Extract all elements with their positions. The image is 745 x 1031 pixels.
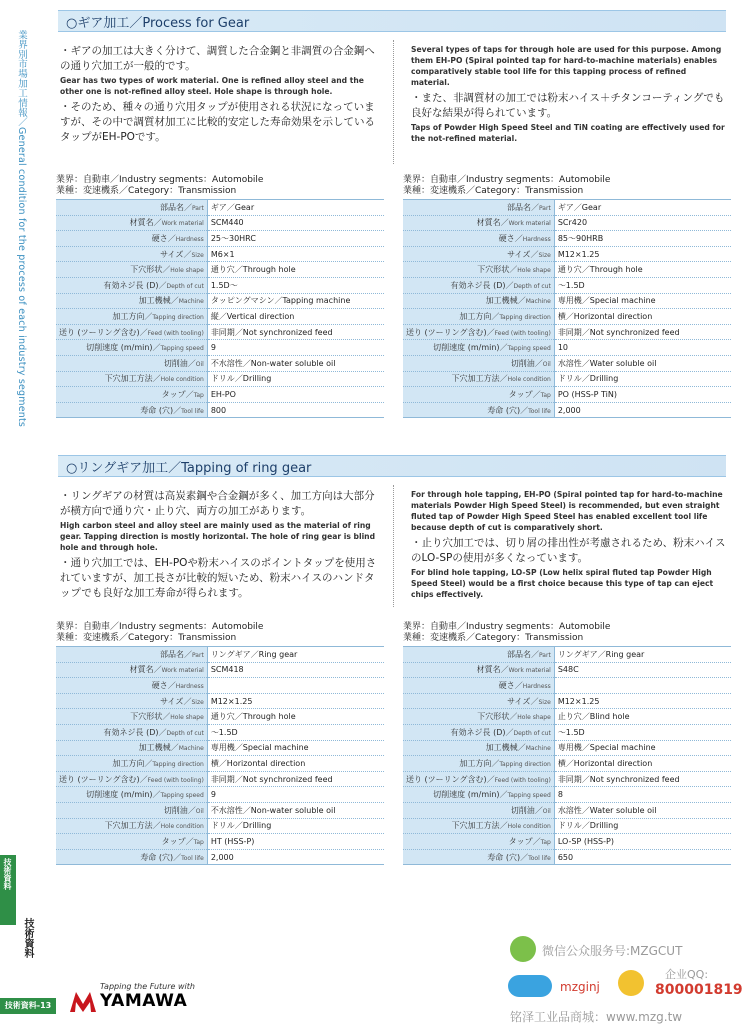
spec-value: 止り穴／Blind hole [554,709,731,725]
spec-value: 2,000 [207,849,384,865]
spec-row [403,693,731,709]
spec-label: 部品名／Part [403,200,554,216]
spec-value: 専用機／Special machine [554,740,731,756]
section-gear-left-text: ・ギアの加工は大きく分けて、調質した合金鋼と非調質の合金鋼への通り穴加工が一般的です。 Gear has two types of work material. One is refined alloy steel and the other one is not-refined alloy steel. Hole shape is through hole. ・そのため、種々の通り穴用タップが使用される状況になっていますが、その中で調質材加工に比較的安定した寿命効果を示しているタップがEH-POです。 [60,45,375,143]
spec-label: 硬さ／Hardness [403,231,554,247]
spec-label: 切削速度 (m/min)／Tapping speed [56,340,207,356]
spec-row [56,387,384,403]
spec-row [56,277,384,293]
spec-value: SCM418 [207,662,384,678]
spec-row [403,293,731,309]
spec-value: 85～90HRB [554,231,731,247]
spec-label: 寿命 (穴)／Tool life [56,402,207,418]
page-reference: 技術資料-13 [0,998,56,1014]
section-ring-left-text: ・リングギアの材質は高炭素鋼や合金鋼が多く、加工方向は大部分が横方向で通り穴・止り穴、両方の加工があります。 High carbon steel and alloy steel are mainly used as the material of ring gear. Tapping direction is mostly horizontal. The hole of ring gear is blind hole and through hole. ・通り穴加工では、EH-POや粉末ハイスのポイントタップを使用されていますが、加工長さが比較的短いため、粉末ハイスのハンドタップでも良好な加工寿命が得られます。 [60,490,377,599]
spec-label: 下穴加工方法／Hole condition [403,818,554,834]
spec-label: 切削速度 (m/min)／Tapping speed [403,787,554,803]
spec-value: ドリル／Drilling [207,371,384,387]
spec-value: タッピングマシン／Tapping machine [207,293,384,309]
side-vertical-label: 業界別市場加工情報／General condition for the process of each industry segments [16,30,27,428]
spec-row [56,756,384,772]
spec-value: リングギア／Ring gear [207,647,384,663]
spec-row [403,340,731,356]
spec-label: 有効ネジ長 (D)／Depth of cut [56,277,207,293]
spec-value: ～1.5D [554,724,731,740]
spec-row [403,371,731,387]
spec-table-ring-gear-1 [56,646,384,865]
spec-row [56,293,384,309]
spec-value: 650 [554,849,731,865]
spec-label: 部品名／Part [56,647,207,663]
section-ring-gear-title: ○リングギア加工／Tapping of ring gear [66,461,312,476]
spec-value: 専用機／Special machine [207,740,384,756]
spec-label: タップ／Tap [403,834,554,850]
spec-row [403,787,731,803]
spec-row [56,231,384,247]
spec-label: 有効ネジ長 (D)／Depth of cut [56,724,207,740]
spec-value: 縦／Vertical direction [207,309,384,325]
spec-label: 材質名／Work material [403,662,554,678]
table2-meta: 業界：自動車／Industry segments：Automobile 業種：変速機系／Category：Transmission [403,175,611,196]
spec-row [56,802,384,818]
spec-row [56,355,384,371]
spec-row [56,309,384,325]
spec-value: EH-PO [207,387,384,403]
spec-value: M12×1.25 [207,693,384,709]
spec-row [56,818,384,834]
spec-table-ring-gear-2 [403,646,731,865]
spec-row [403,262,731,278]
spec-value: 横／Horizontal direction [554,309,731,325]
spec-label: タップ／Tap [56,834,207,850]
spec-label: 加工機械／Machine [56,293,207,309]
spec-row [56,215,384,231]
spec-label: 加工機械／Machine [403,740,554,756]
spec-value: 専用機／Special machine [554,293,731,309]
spec-value: M12×1.25 [554,246,731,262]
spec-row [56,771,384,787]
section-gear-right-text: Several types of taps for through hole are used for this purpose. Among them EH-PO (Spiral pointed tap for hard-to-machine materials) enables comparatively stable tool life for this tapping process of refined material. ・また、非調質材の加工では粉末ハイス＋チタンコーティングでも良好な結果が得られています。 Taps of Powder High Speed Steel and TiN coating are effectively used for the not-refined material. [411,45,725,143]
spec-row [56,849,384,865]
spec-row [56,402,384,418]
spec-row [403,709,731,725]
spec-label: 材質名／Work material [56,662,207,678]
spec-value: 10 [554,340,731,356]
spec-label: タップ／Tap [56,387,207,403]
spec-value: ～1.5D [207,724,384,740]
spec-row [403,355,731,371]
spec-row [56,647,384,663]
spec-label: 寿命 (穴)／Tool life [403,402,554,418]
wechat-icon [510,936,536,962]
spec-value: SCr420 [554,215,731,231]
spec-label: サイズ／Size [56,693,207,709]
spec-label: 送り (ツーリング含む)／Feed (with tooling) [56,324,207,340]
spec-row [403,834,731,850]
qq-icon [618,970,644,996]
spec-row [403,246,731,262]
section-gear-title: ○ギア加工／Process for Gear [66,16,250,31]
spec-value: 9 [207,340,384,356]
spec-label: 下穴形状／Hole shape [403,262,554,278]
spec-value: 通り穴／Through hole [207,709,384,725]
spec-label: 送り (ツーリング含む)／Feed (with tooling) [403,771,554,787]
spec-label: 加工方向／Tapping direction [403,309,554,325]
spec-label: 下穴形状／Hole shape [56,709,207,725]
spec-row [403,662,731,678]
spec-label: 材質名／Work material [56,215,207,231]
spec-label: サイズ／Size [403,246,554,262]
footer-tagline: Tapping the Future with [100,982,195,991]
spec-row [403,802,731,818]
spec-label: 切削速度 (m/min)／Tapping speed [403,340,554,356]
spec-row [56,324,384,340]
spec-value: ギア／Gear [207,200,384,216]
spec-value: 25～30HRC [207,231,384,247]
section-gear-divider [393,40,394,164]
spec-value: LO-SP (HSS-P) [554,834,731,850]
spec-row [56,740,384,756]
wechat-label: 微信公众服务号:MZGCUT [542,944,683,958]
spec-value: ドリル／Drilling [207,818,384,834]
spec-value: 水溶性／Water soluble oil [554,802,731,818]
spec-value: M6×1 [207,246,384,262]
spec-value: 800 [207,402,384,418]
spec-label: 寿命 (穴)／Tool life [403,849,554,865]
spec-value: ギア／Gear [554,200,731,216]
spec-row [403,771,731,787]
spec-row [403,277,731,293]
spec-label: 切削速度 (m/min)／Tapping speed [56,787,207,803]
spec-label: 硬さ／Hardness [56,678,207,694]
spec-label: 硬さ／Hardness [403,678,554,694]
spec-value: M12×1.25 [554,693,731,709]
spec-label: 下穴加工方法／Hole condition [56,371,207,387]
spec-label: 送り (ツーリング含む)／Feed (with tooling) [56,771,207,787]
spec-value: 水溶性／Water soluble oil [554,355,731,371]
spec-label: サイズ／Size [56,246,207,262]
spec-row [56,340,384,356]
spec-label: 部品名／Part [403,647,554,663]
spec-value: 1.5D～ [207,277,384,293]
spec-value: 9 [207,787,384,803]
spec-value: リングギア／Ring gear [554,647,731,663]
spec-row [403,402,731,418]
spec-label: 材質名／Work material [403,215,554,231]
spec-value: 2,000 [554,402,731,418]
table3-meta: 業界：自動車／Industry segments：Automobile 業種：変速機系／Category：Transmission [56,622,264,643]
spec-label: 硬さ／Hardness [56,231,207,247]
spec-row [56,371,384,387]
table1-meta: 業界：自動車／Industry segments：Automobile 業種：変速機系／Category：Transmission [56,175,264,196]
spec-row [403,647,731,663]
spec-row [56,693,384,709]
spec-row [56,787,384,803]
spec-row [56,246,384,262]
spec-value: PO (HSS-P TiN) [554,387,731,403]
spec-row [403,818,731,834]
spec-value [207,678,384,694]
section-gear-title-bar [58,10,726,32]
spec-row [56,834,384,850]
spec-row [403,849,731,865]
spec-label: 加工方向／Tapping direction [403,756,554,772]
spec-row [403,324,731,340]
spec-row [56,724,384,740]
spec-value: ドリル／Drilling [554,818,731,834]
spec-value: 非同期／Not synchronized feed [554,771,731,787]
spec-value [554,678,731,694]
qq-label: 企业QQ: [665,968,709,981]
spec-label: 切削油／Oil [403,802,554,818]
spec-label: サイズ／Size [403,693,554,709]
spec-row [403,387,731,403]
spec-label: 寿命 (穴)／Tool life [56,849,207,865]
spec-value: 非同期／Not synchronized feed [207,324,384,340]
spec-value: 非同期／Not synchronized feed [554,324,731,340]
spec-value: 通り穴／Through hole [554,262,731,278]
spec-label: 部品名／Part [56,200,207,216]
spec-label: 切削油／Oil [403,355,554,371]
spec-value: 横／Horizontal direction [554,756,731,772]
section-ring-divider [393,485,394,607]
skype-icon [508,975,552,997]
spec-row [56,662,384,678]
spec-row [403,231,731,247]
spec-value: S48C [554,662,731,678]
skype-handle: mzginj [560,980,600,994]
spec-row [403,215,731,231]
spec-row [56,678,384,694]
spec-value: ドリル／Drilling [554,371,731,387]
spec-table-gear-2 [403,199,731,418]
spec-row [403,724,731,740]
spec-label: 送り (ツーリング含む)／Feed (with tooling) [403,324,554,340]
spec-value: 不水溶性／Non-water soluble oil [207,355,384,371]
spec-label: 下穴形状／Hole shape [403,709,554,725]
spec-value: 不水溶性／Non-water soluble oil [207,802,384,818]
spec-label: 加工機械／Machine [56,740,207,756]
spec-label: 有効ネジ長 (D)／Depth of cut [403,277,554,293]
spec-row [403,678,731,694]
spec-label: 切削油／Oil [56,355,207,371]
spec-label: 切削油／Oil [56,802,207,818]
section-ring-right-text: For through hole tapping, EH-PO (Spiral pointed tap for hard-to-machine materials Powder High Speed Steel) is recommended, but even straight fluted tap of Powder High Speed Steel has enabled excellent tool life because depth of cut is comparatively short. ・止り穴加工では、切り屑の排出性が考慮されるため、粉末ハイスのLO-SPの使用が多くなっています。 For blind hole tapping, LO-SP (Low helix spiral fluted tap Powder High Speed Steel) would be a first choice because this type of tap can eject chips effectively. [411,490,726,599]
spec-label: 加工方向／Tapping direction [56,309,207,325]
mall-site: 铭泽工业品商城：www.mzg.tw [510,1010,683,1024]
spec-row [403,756,731,772]
spec-value: 8 [554,787,731,803]
spec-value: SCM440 [207,215,384,231]
spec-label: 加工機械／Machine [403,293,554,309]
spec-value: ～1.5D [554,277,731,293]
spec-row [56,709,384,725]
qq-number: 800001819 [655,982,743,998]
spec-label: 加工方向／Tapping direction [56,756,207,772]
spec-label: 下穴形状／Hole shape [56,262,207,278]
spec-row [403,309,731,325]
spec-row [56,262,384,278]
brand-wordmark: YAMAWA [100,991,188,1011]
section-ring-gear-title-bar [58,455,726,477]
spec-label: 下穴加工方法／Hole condition [403,371,554,387]
spec-value: 通り穴／Through hole [207,262,384,278]
spec-value: 横／Horizontal direction [207,756,384,772]
spec-table-gear-1 [56,199,384,418]
table4-meta: 業界：自動車／Industry segments：Automobile 業種：変速機系／Category：Transmission [403,622,611,643]
spec-value: 非同期／Not synchronized feed [207,771,384,787]
spec-row [403,200,731,216]
spec-label: 下穴加工方法／Hole condition [56,818,207,834]
side-ref-label: 技術資料 [22,918,33,958]
spec-row [403,740,731,756]
yamawa-mark-icon [70,990,96,1012]
side-green-tab: 技術資料 [0,855,16,925]
spec-label: タップ／Tap [403,387,554,403]
spec-label: 有効ネジ長 (D)／Depth of cut [403,724,554,740]
spec-row [56,200,384,216]
spec-value: HT (HSS-P) [207,834,384,850]
